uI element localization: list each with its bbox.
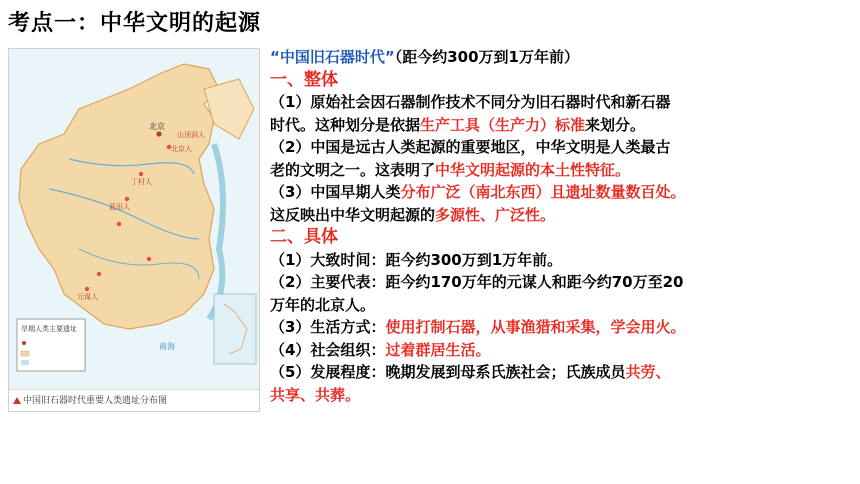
s1-p3-line2: 这反映出中华文明起源的多源性、广泛性。 <box>270 205 556 224</box>
map-caption: 中国旧石器时代重要人类遗址分布图 <box>9 389 259 411</box>
s2-p4: （4）社会组织：过着群居生活。 <box>270 340 491 359</box>
svg-text:山顶洞人: 山顶洞人 <box>177 132 205 139</box>
page-title: 考点一：中华文明的起源 <box>8 11 262 36</box>
s1-p3-line1: （3）中国早期人类分布广泛（南北东西）且遗址数量数百处。 <box>270 183 686 201</box>
svg-text:北京人: 北京人 <box>171 146 192 153</box>
s1-p1-line2: 时代。这种划分是依据生产工具（生产力）标准来划分。 <box>270 115 646 134</box>
svg-text:蓝田人: 蓝田人 <box>109 204 130 211</box>
section2-heading: 二、具体 <box>270 227 338 247</box>
china-map-graphic <box>9 49 259 389</box>
s1-p3-highlight: 分布广泛（南北东西）且遗址数量数百处。 <box>400 183 686 201</box>
section1-heading: 一、整体 <box>270 69 338 90</box>
s2-p2-line2: 万年的北京人。 <box>270 295 376 314</box>
map-image <box>8 48 260 412</box>
svg-text:元谋人: 元谋人 <box>77 294 98 301</box>
s1-p2-line1: （2）中国是远古人类起源的重要地区，中华文明是人类最古 <box>270 138 671 156</box>
intro-range: （距今约300万到1万年前） <box>394 48 579 66</box>
s1-p2-line2: 老的文明之一。这表明了中华文明起源的本土性特征。 <box>270 160 631 179</box>
s1-p1-line1: （1）原始社会因石器制作技术不同分为旧石器时代和新石器 <box>270 93 671 111</box>
svg-text:旱期人类主要遗址: 旱期人类主要遗址 <box>21 326 77 333</box>
s1-p1-highlight: 生产工具（生产力）标准 <box>420 115 586 134</box>
svg-text:南海: 南海 <box>159 342 175 351</box>
map-label-beijing: 北京 <box>149 122 165 131</box>
s2-p5-line2: 共享、共葬。 <box>270 385 361 404</box>
s2-p3: （3）生活方式：使用打制石器，从事渔猎和采集，学会用火。 <box>270 318 686 336</box>
s2-p4-highlight: 过着群居生活。 <box>385 340 491 359</box>
caption-triangle-icon <box>13 397 21 404</box>
s2-p2-line1: （2）主要代表：距今约170万年的元谋人和距今约70万至20 <box>270 273 684 291</box>
site-beijing-marker <box>156 131 161 136</box>
s2-p3-highlight: 使用打制石器，从事渔猎和采集，学会用火。 <box>385 318 686 336</box>
intro-era: “中国旧石器时代” <box>270 48 395 66</box>
s1-p2-highlight: 中华文明起源的本土性特征。 <box>435 160 631 179</box>
svg-text:丁村人: 丁村人 <box>131 179 152 186</box>
s2-p5-highlight: 共劳、 <box>625 363 671 381</box>
s2-p5-line1: （5）发展程度：晚期发展到母系氏族社会；氏族成员共劳、 <box>270 363 671 381</box>
s2-p1: （1）大致时间：距今约300万到1万年前。 <box>270 250 563 269</box>
intro-line <box>270 46 855 69</box>
s1-p3-highlight2: 多源性、广泛性。 <box>435 205 556 224</box>
content-panel <box>270 46 855 406</box>
